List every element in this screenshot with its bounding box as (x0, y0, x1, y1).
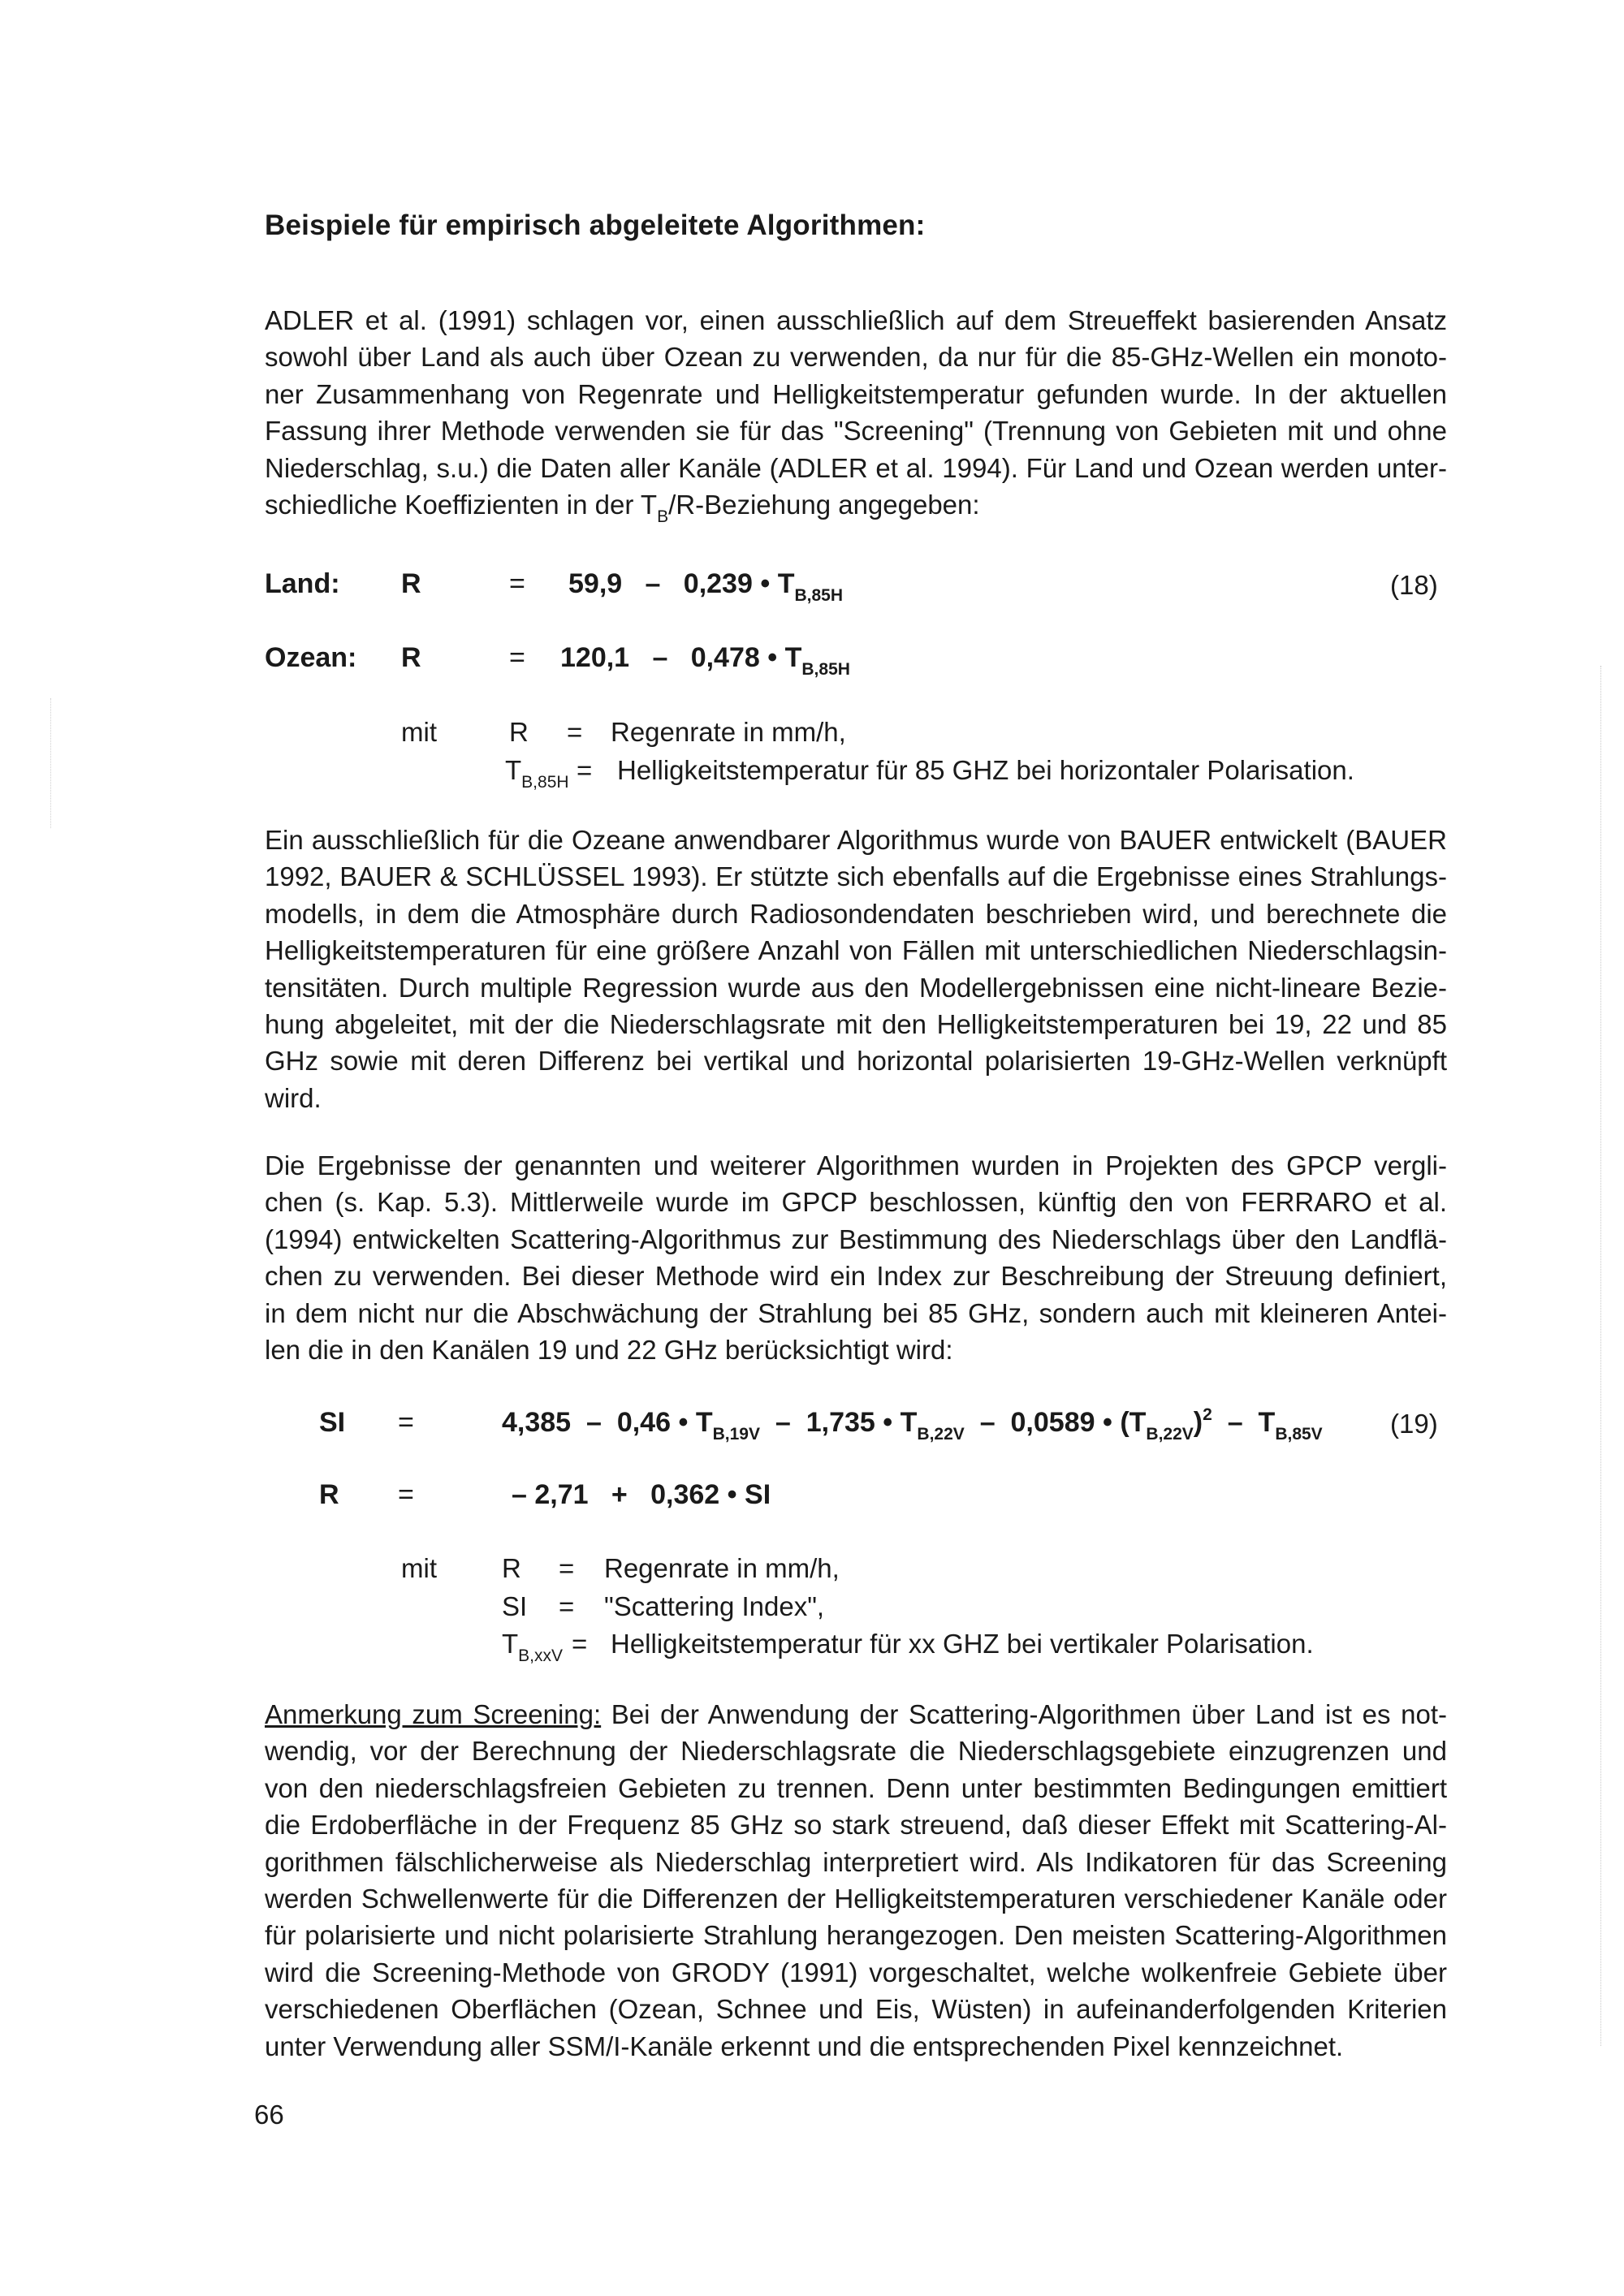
def2-mit: mit (401, 1553, 437, 1583)
eq19-T1: T (695, 1407, 713, 1438)
scan-edge-marks (1599, 666, 1601, 2046)
eqocean-dot: • (767, 642, 778, 673)
def1-t-sub: B,85H (521, 773, 569, 792)
def2-t-symbol (502, 1629, 564, 1665)
eqr-dot: • (727, 1479, 737, 1510)
eq18-number: (18) (1390, 570, 1438, 600)
text-line: sowohl über Land als auch über Ozean zu verwenden, da nur für die 85-GHz-Wellen ein monoto- (265, 342, 1447, 373)
def2-si-symbol: SI (502, 1591, 528, 1621)
eqr-lhs: R (319, 1479, 339, 1510)
eqocean-equals: = (509, 642, 525, 673)
eqr-c1: 2,71 (534, 1479, 589, 1510)
paragraph-bauer (265, 822, 1447, 1116)
def1-r-symbol: R (509, 717, 529, 747)
text-line: für polarisierte und nicht polarisierte Strahlung herangezogen. Den meisten Scattering-Algorithmen (265, 1920, 1447, 1951)
eq18-equals: = (509, 568, 525, 599)
def2-r-symbol: R (502, 1553, 521, 1583)
eq18-T: T (777, 568, 795, 599)
text-line: unter Verwendung aller SSM/I-Kanäle erkennt und die entsprechenden Pixel kennzeichnet. (265, 2031, 1344, 2061)
text-line: Helligkeitstemperaturen für eine größere Anzahl von Fällen mit unterschiedlichen Niederschlagsin- (265, 935, 1447, 966)
def2-r-text: Regenrate in mm/h, (604, 1553, 840, 1583)
eqocean-c1: 120,1 (560, 642, 630, 673)
def2-t-equals: = (572, 1629, 588, 1659)
eq19-s1: B,19V (712, 1425, 760, 1444)
eq19-T2: T (900, 1407, 918, 1438)
def2-t-text: Helligkeitstemperatur für xx GHZ bei vertikaler Polarisation. (611, 1629, 1314, 1659)
eq19-c0: 4,385 (502, 1407, 572, 1438)
eqocean-var: R (401, 642, 421, 673)
eq19-dot2: • (883, 1407, 893, 1438)
eqr-si: SI (745, 1479, 771, 1510)
eqr-equals: = (398, 1479, 414, 1510)
def1-t-text: Helligkeitstemperatur für 85 GHZ bei horizontaler Polarisation. (617, 755, 1354, 785)
def2-si-text: "Scattering Index", (604, 1591, 825, 1621)
paragraph-adler (265, 302, 1447, 527)
eq19-op3: – (979, 1407, 996, 1438)
text-line: modells, in dem die Atmosphäre durch Radiosondendaten beschrieben wird, und berechnete die (265, 898, 1447, 929)
text-line: Niederschlag, s.u.) die Daten aller Kanäle (ADLER et al. 1994). Für Land und Ozean werden unter- (265, 452, 1447, 483)
text-line: wird. (265, 1082, 322, 1113)
eq19-paren-open: (T (1120, 1407, 1147, 1438)
eq19-square: 2 (1203, 1405, 1212, 1424)
def1-r-equals: = (567, 717, 583, 747)
text-line: Ein ausschließlich für die Ozeane anwendbarer Algorithmus wurde von BAUER entwickelt (BAUER (265, 825, 1447, 855)
eq19-number: (19) (1390, 1409, 1438, 1439)
eq18-c2: 0,239 (683, 568, 753, 599)
text-line: Die Ergebnisse der genannten und weiterer Algorithmen wurden in Projekten des GPCP vergli- (265, 1150, 1447, 1180)
eqr-rhs (512, 1479, 771, 1511)
eq19-c2: 1,735 (806, 1407, 875, 1438)
eq19-s2: B,22V (917, 1425, 965, 1444)
text-line: chen zu verwenden. Bei dieser Methode wird ein Index zur Beschreibung der Streuung definiert, (265, 1261, 1447, 1292)
eq19-dot1: • (678, 1407, 689, 1438)
text-fragment: schiedliche Koeffizienten in der T (265, 490, 658, 520)
text-fragment: Bei der Anwendung der Scattering-Algorithmen über Land ist es not- (601, 1699, 1447, 1729)
eqr-op1: – (512, 1479, 527, 1510)
text-line: hung abgeleitet, mit der die Niederschlagsrate mit den Helligkeitstemperaturen bei 19, 22 und 85 (265, 1009, 1447, 1040)
def1-t-equals: = (577, 755, 593, 785)
text-line: in dem nicht nur die Abschwächung der Strahlung bei 85 GHz, sondern auch mit kleineren Antei- (265, 1297, 1447, 1328)
text-line: die Erdoberfläche in der Frequenz 85 GHz so stark streuend, daß dieser Effekt mit Scattering-Al- (265, 1810, 1447, 1841)
eqocean-Tsub: B,85H (801, 660, 850, 679)
text-line (265, 1696, 1447, 1733)
page-number: 66 (254, 2100, 284, 2130)
eq19-op1: – (586, 1407, 602, 1438)
eqr-c2: 0,362 (650, 1479, 720, 1510)
eqocean-label: Ozean: (265, 642, 357, 673)
eq19-dot3: • (1102, 1407, 1112, 1438)
eq18-var: R (401, 568, 421, 599)
def1-t: T (505, 755, 522, 785)
paragraph-screening (265, 1696, 1447, 2065)
eq19-s3: B,22V (1146, 1425, 1194, 1444)
eq19-rhs (502, 1405, 1323, 1444)
text-line: (1994) entwickelten Scattering-Algorithmus zur Bestimmung des Niederschlags über den Landflä- (265, 1224, 1447, 1254)
def1-r-text: Regenrate in mm/h, (611, 717, 846, 747)
def2-t: T (502, 1629, 519, 1659)
eq18-c1: 59,9 (568, 568, 623, 599)
text-line: wendig, vor der Berechnung der Niederschlagsrate die Niederschlagsgebiete einzugrenzen und (265, 1736, 1447, 1767)
def2-r-equals: = (559, 1553, 575, 1583)
eq18-dot: • (760, 568, 771, 599)
eqocean-c2: 0,478 (690, 642, 760, 673)
subscript: B (657, 507, 669, 527)
eqocean-op: – (652, 642, 668, 673)
eq19-paren-close: ) (1193, 1407, 1203, 1438)
text-line: werden Schwellenwerte für die Differenzen der Helligkeitstemperaturen verschiedener Kanäle oder (265, 1884, 1447, 1914)
eq19-lhs: SI (319, 1407, 346, 1438)
eq18-op: – (645, 568, 661, 599)
text-line: ADLER et al. (1991) schlagen vor, einen ausschließlich auf dem Streueffekt basierenden Ansatz (265, 305, 1447, 335)
eq19-c1: 0,46 (616, 1407, 672, 1438)
eq19-op2: – (775, 1407, 791, 1438)
eqr-op2: + (611, 1479, 628, 1510)
eq18-rhs (568, 568, 844, 605)
eq18-label: Land: (265, 568, 340, 599)
eq18-Tsub: B,85H (794, 586, 844, 605)
text-line: ner Zusammenhang von Regenrate und Helligkeitstemperatur gefunden wurde. In der aktuellen (265, 378, 1447, 409)
text-line: gorithmen fälschlicherweise als Niederschlag interpretiert wird. Als Indikatoren für das Screening (265, 1846, 1447, 1877)
text-line: GHz sowie mit deren Differenz bei vertikal und horizontal polarisierten 19-GHz-Wellen verknüpft (265, 1046, 1447, 1077)
eq19-op4: – (1227, 1407, 1243, 1438)
section-heading: Beispiele für empirisch abgeleitete Algorithmen: (265, 209, 926, 241)
eq19-c3: 0,0589 (1010, 1407, 1095, 1438)
screening-note-label: Anmerkung zum Screening: (265, 1699, 602, 1729)
scan-edge-marks-left (50, 698, 53, 828)
paragraph-gpcp (265, 1147, 1447, 1368)
text-line: tensitäten. Durch multiple Regression wurde aus den Modellergebnissen eine nicht-lineare Bezie- (265, 972, 1447, 1003)
text-line: Fassung ihrer Methode verwenden sie für das "Screening" (Trennung von Gebieten mit und ohne (265, 416, 1447, 447)
text-line: verschiedenen Oberflächen (Ozean, Schnee und Eis, Wüsten) in aufeinanderfolgenden Kriterien (265, 1994, 1447, 2025)
def2-si-equals: = (559, 1591, 575, 1621)
def1-mit: mit (401, 717, 437, 747)
text-line (265, 486, 1447, 527)
def2-t-sub: B,xxV (518, 1646, 564, 1665)
text-line: 1992, BAUER & SCHLÜSSEL 1993). Er stützte sich ebenfalls auf die Ergebnisse eines Strahlungs- (265, 861, 1447, 892)
text-line: len die in den Kanälen 19 und 22 GHz berücksichtigt wird: (265, 1335, 953, 1366)
text-fragment: /R-Beziehung angegeben: (668, 490, 980, 520)
eqocean-T: T (784, 642, 802, 673)
eq19-equals: = (398, 1407, 414, 1438)
text-line: wird die Screening-Methode von GRODY (1991) vorgeschaltet, welche wolkenfreie Gebiete über (265, 1957, 1447, 1987)
text-line: von den niederschlagsfreien Gebieten zu trennen. Denn unter bestimmten Bedingungen emittiert (265, 1772, 1447, 1803)
def1-t-symbol (505, 755, 569, 792)
eqocean-rhs (560, 642, 850, 679)
eq19-s4: B,85V (1275, 1425, 1323, 1444)
eq19-T4: T (1258, 1407, 1276, 1438)
text-line: chen (s. Kap. 5.3). Mittlerweile wurde im GPCP beschlossen, künftig den von FERRARO et al. (265, 1187, 1447, 1218)
